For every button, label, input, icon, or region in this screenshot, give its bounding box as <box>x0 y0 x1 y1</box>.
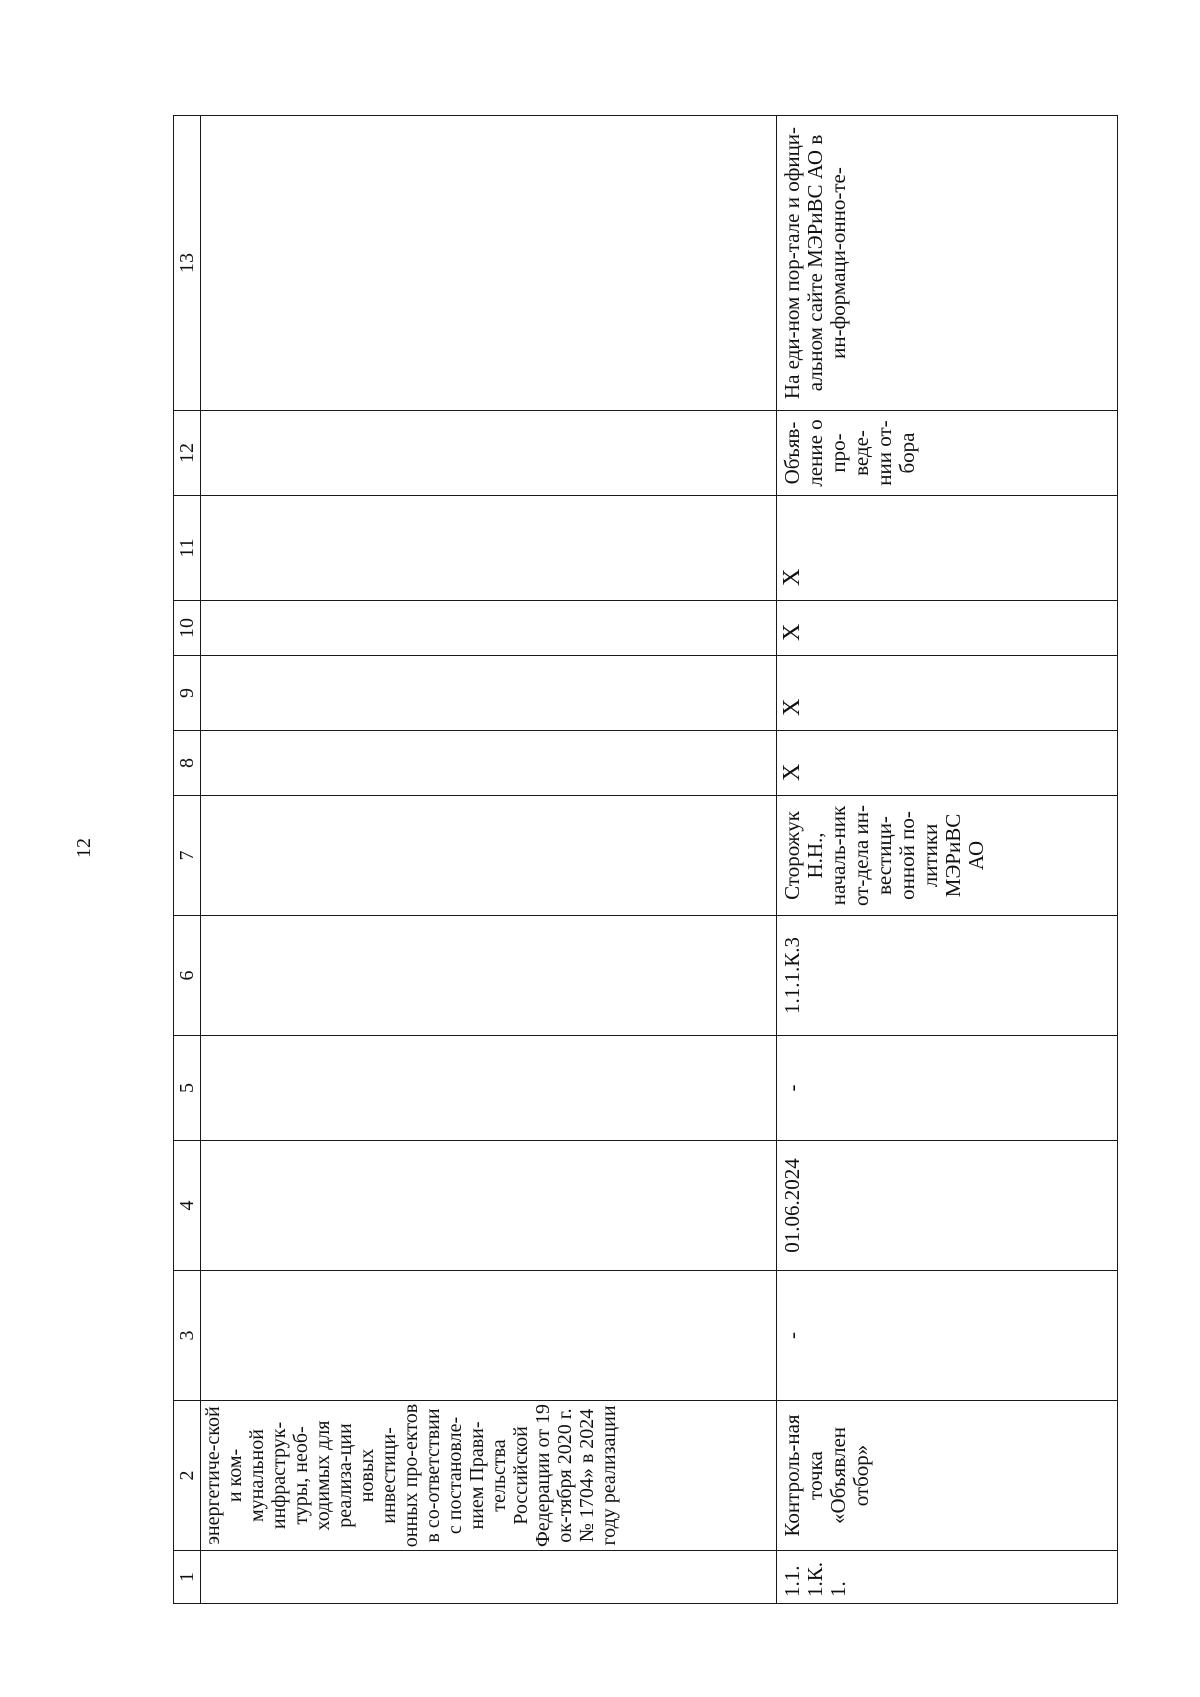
table-cell <box>201 116 777 411</box>
column-number-row <box>174 116 201 1604</box>
table-cell: Контроль-ная точка «Объявлен отбор» <box>777 1401 1118 1551</box>
table-row <box>777 116 1118 1604</box>
table-cell: энергетиче-ской и ком-мунальной инфраструк-туры, необ-ходимых для реализа-ции новых инвестици-онных про-ектов в со-ответствии с постановле-нием Прави-тельства Российской Федерации от 19 ок-тября 2020 г. № 1704» в 2024 году реализации <box>201 1401 777 1551</box>
table-cell <box>201 411 777 496</box>
table-cell: 1.1. 1.К.1. <box>777 1551 1118 1604</box>
table-cell <box>201 1141 777 1271</box>
column-number: 11 <box>174 496 201 601</box>
table-cell <box>201 1036 777 1141</box>
column-number: 4 <box>174 1141 201 1271</box>
column-number: 9 <box>174 656 201 731</box>
table-cell: - <box>777 1036 1118 1141</box>
column-number: 5 <box>174 1036 201 1141</box>
table-cell: Объяв-ление о про-веде-нии от-бора <box>777 411 1118 496</box>
table-cell: Х <box>777 496 1118 601</box>
table-cell <box>201 496 777 601</box>
table-cell <box>201 731 777 796</box>
table-cell: 1.1.1.К.3 <box>777 916 1118 1036</box>
table-cell: На еди-ном пор-тале и офици-альном сайте МЭРиВС АО в ин-формаци-онно-те- <box>777 116 1118 411</box>
table-cell: Сторожук Н.Н., началь-ник от-дела ин-вестици-онной по-литики МЭРиВС АО <box>777 796 1118 916</box>
table-cell: - <box>777 1271 1118 1401</box>
column-number: 7 <box>174 796 201 916</box>
column-number: 13 <box>174 116 201 411</box>
table-cell <box>201 1271 777 1401</box>
table-cell <box>201 796 777 916</box>
table-cell <box>201 916 777 1036</box>
column-number: 3 <box>174 1271 201 1401</box>
table-row <box>201 116 777 1604</box>
column-number: 6 <box>174 916 201 1036</box>
table-cell <box>201 1551 777 1604</box>
column-number: 12 <box>174 411 201 496</box>
table-cell <box>201 601 777 656</box>
rotated-table-container <box>173 116 1118 1604</box>
column-number: 10 <box>174 601 201 656</box>
table-cell: Х <box>777 656 1118 731</box>
plan-table <box>173 115 1118 1604</box>
column-number: 1 <box>174 1551 201 1604</box>
page-number: 12 <box>73 838 95 858</box>
table-cell: Х <box>777 731 1118 796</box>
column-number: 2 <box>174 1401 201 1551</box>
column-number: 8 <box>174 731 201 796</box>
table-cell <box>201 656 777 731</box>
table-cell: Х <box>777 601 1118 656</box>
table-cell: 01.06.2024 <box>777 1141 1118 1271</box>
